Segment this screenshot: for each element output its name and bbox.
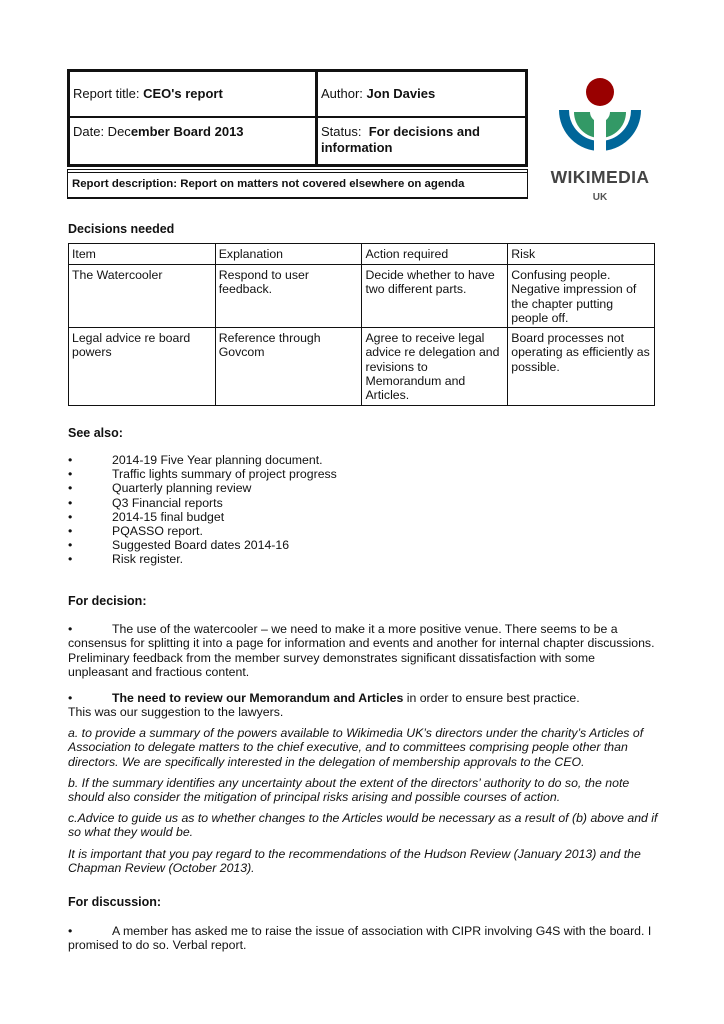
list-item: • PQASSO report. (68, 524, 337, 538)
watercooler-paragraph (68, 622, 658, 680)
bullet: • (68, 691, 73, 705)
decisions-table (68, 243, 655, 406)
bullet: • (68, 924, 73, 938)
table-row (69, 265, 655, 328)
table-row (69, 328, 655, 405)
wikimedia-logo-icon (540, 76, 660, 166)
suggestion-a: a. to provide a summary of the powers available to Wikimedia UK’s directors under the charity’s Articles of Association to delegate matters to the chief executive, and to committees comprising people other than directors. We are specifically interested in the delegation of membership approvals to the CEO. (68, 726, 644, 769)
author-value: Jon Davies (366, 85, 436, 101)
column-header-explanation: Explanation (215, 244, 362, 265)
see-also-list (68, 453, 337, 567)
for-discussion-heading: For discussion: (68, 895, 162, 909)
for-decision-heading: For decision: (68, 594, 147, 608)
header-row-1 (69, 71, 526, 117)
table-cell: Legal advice re board powers (69, 328, 216, 405)
header-row-2 (69, 117, 526, 165)
column-header-item: Item (69, 244, 216, 265)
author-cell (317, 71, 526, 117)
lawyers-text: This was our suggestion to the lawyers. (68, 705, 284, 720)
table-cell: Respond to user feedback. (215, 265, 362, 328)
table-cell: Agree to receive legal advice re delegation and revisions to Memorandum and Articles. (362, 328, 508, 405)
status-value: For decisions and information (321, 124, 480, 155)
report-title-value: CEO's report (143, 85, 223, 101)
column-header-risk: Risk (508, 244, 655, 265)
table-cell: Reference through Govcom (215, 328, 362, 405)
memorandum-bold-text: The need to review our Memorandum and Articles (112, 691, 404, 705)
suggestion-c: c.Advice to guide us as to whether changes to the Articles would be necessary as a result of (b) above and if so what they would be. (68, 811, 658, 840)
list-item: • Q3 Financial reports (68, 496, 337, 510)
logo-subtitle: UK (592, 192, 608, 203)
memorandum-text: in order to ensure best practice. (403, 691, 580, 705)
discussion-text: A member has asked me to raise the issue of association with CIPR involving G4S with the board. I promised to do so. Verbal report. (68, 924, 652, 953)
wikimedia-uk-logo (540, 76, 660, 206)
see-also-heading: See also: (68, 426, 123, 440)
report-title-label: Report title: (73, 85, 140, 101)
report-title-cell (69, 71, 317, 117)
date-value: ember Board 2013 (130, 124, 244, 139)
status-cell (317, 117, 526, 165)
list-item: • Suggested Board dates 2014-16 (68, 538, 337, 552)
status-label: Status: (321, 124, 366, 139)
table-cell: Confusing people. Negative impression of the chapter putting people off. (508, 265, 655, 328)
decisions-heading: Decisions needed (68, 222, 175, 236)
author-label: Author: (321, 85, 363, 101)
list-item: • 2014-15 final budget (68, 510, 337, 524)
review-note: It is important that you pay regard to the recommendations of the Hudson Review (January 2013) and the Chapman Review (October 2013). (68, 847, 641, 876)
list-item: • Quarterly planning review (68, 481, 337, 495)
discussion-paragraph (68, 924, 658, 953)
bullet: • (68, 622, 73, 636)
list-item: • Traffic lights summary of project progress (68, 467, 337, 481)
column-header-action: Action required (362, 244, 508, 265)
watercooler-text: The use of the watercooler – we need to make it a more positive venue. There seems to be a consensus for splitting it into a page for information and events and another for internal chapter discussions. Preliminary feedback from the member survey demonstrates significant dissatisfaction with some unpleasant and fractious content. (68, 622, 655, 680)
date-label: Date: Dec (73, 124, 131, 139)
report-header-table (67, 69, 528, 167)
report-description: Report description: Report on matters not covered elsewhere on agenda (67, 169, 528, 199)
list-item: • 2014-19 Five Year planning document. (68, 453, 337, 467)
table-cell: Decide whether to have two different parts. (362, 265, 508, 328)
table-header-row (69, 244, 655, 265)
logo-wordmark: WIKIMEDIA (550, 167, 650, 187)
date-cell (69, 117, 317, 165)
suggestion-b: b. If the summary identifies any uncertainty about the extent of the directors’ authority to do so, the note should also consider the mitigation of principal risks arising and possible courses of action. (68, 776, 630, 805)
list-item: • Risk register. (68, 552, 337, 566)
memorandum-paragraph (68, 691, 658, 720)
table-cell: The Watercooler (69, 265, 216, 328)
table-cell: Board processes not operating as efficiently as possible. (508, 328, 655, 405)
